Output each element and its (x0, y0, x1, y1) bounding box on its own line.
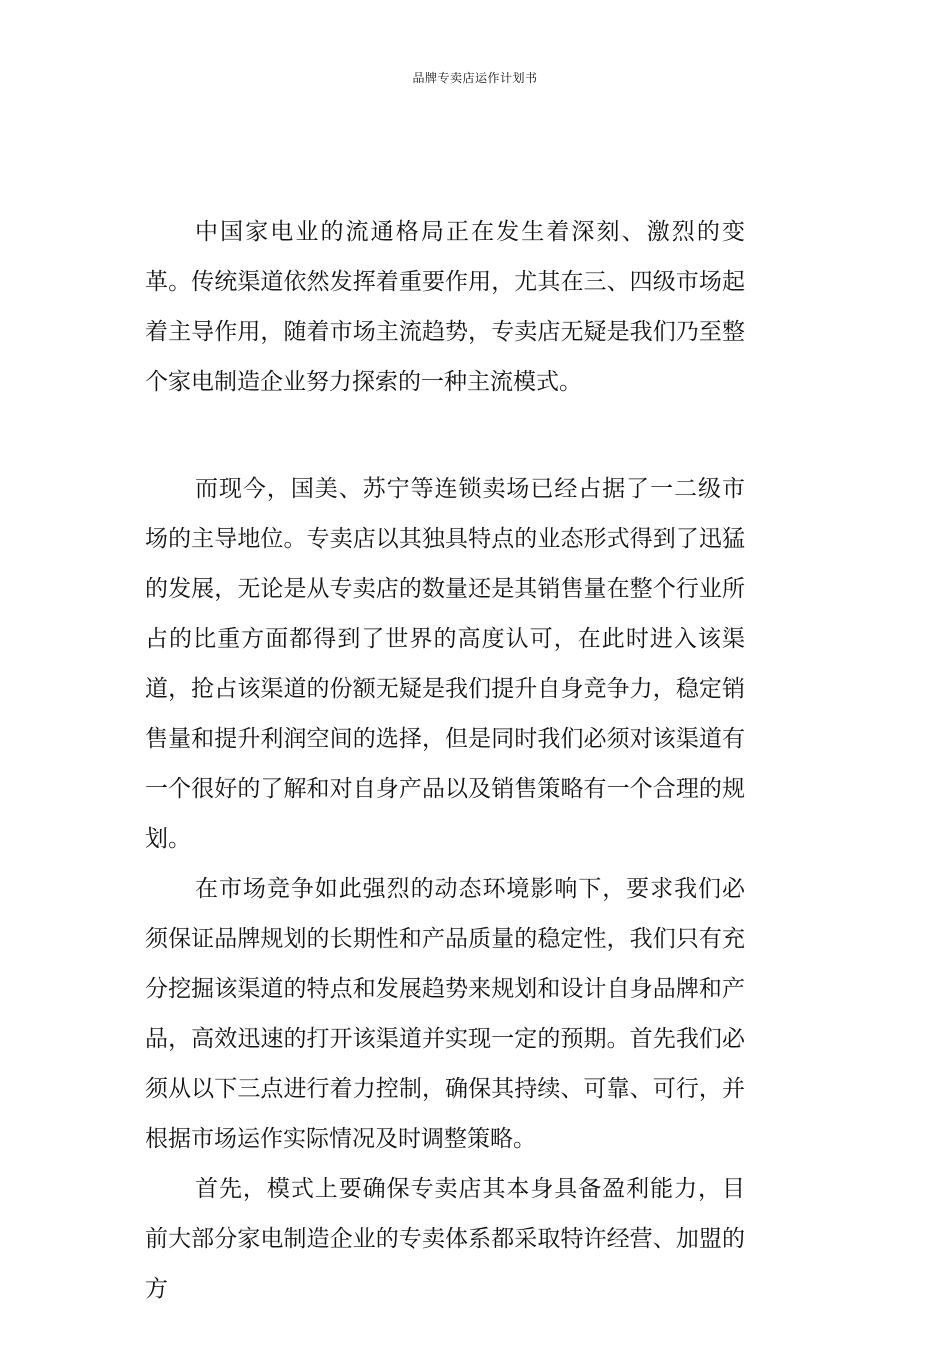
paragraph-2: 而现今，国美、苏宁等连锁卖场已经占据了一二级市场的主导地位。专卖店以其独具特点的业态形式得到了迅猛的发展，无论是从专卖店的数量还是其销售量在整个行业所占的比重方面都得到了世界的高度认可，在此时进入该渠道，抢占该渠道的份额无疑是我们提升自身竞争力，稳定销售量和提升利润空间的选择，但是同时我们必须对该渠道有一个很好的了解和对自身产品以及销售策略有一个合理的规划。 (145, 476, 745, 852)
paragraph-3: 在市场竞争如此强烈的动态环境影响下，要求我们必须保证品牌规划的长期性和产品质量的稳定性，我们只有充分挖掘该渠道的特点和发展趋势来规划和设计自身品牌和产品，高效迅速的打开该渠道并实现一定的预期。首先我们必须从以下三点进行着力控制，确保其持续、可靠、可行，并根据市场运作实际情况及时调整策略。 (145, 876, 745, 1152)
paragraph-4: 首先，模式上要确保专卖店其本身具备盈利能力，目前大部分家电制造企业的专卖体系都采取特许经营、加盟的方 (145, 1176, 745, 1302)
body-text (145, 207, 745, 1314)
paragraph-1: 中国家电业的流通格局正在发生着深刻、激烈的变革。传统渠道依然发挥着重要作用，尤其在三、四级市场起着主导作用，随着市场主流趋势，专卖店无疑是我们乃至整个家电制造企业努力探索的一种主流模式。 (145, 219, 745, 395)
running-header: 品牌专卖店运作计划书 (412, 71, 538, 85)
